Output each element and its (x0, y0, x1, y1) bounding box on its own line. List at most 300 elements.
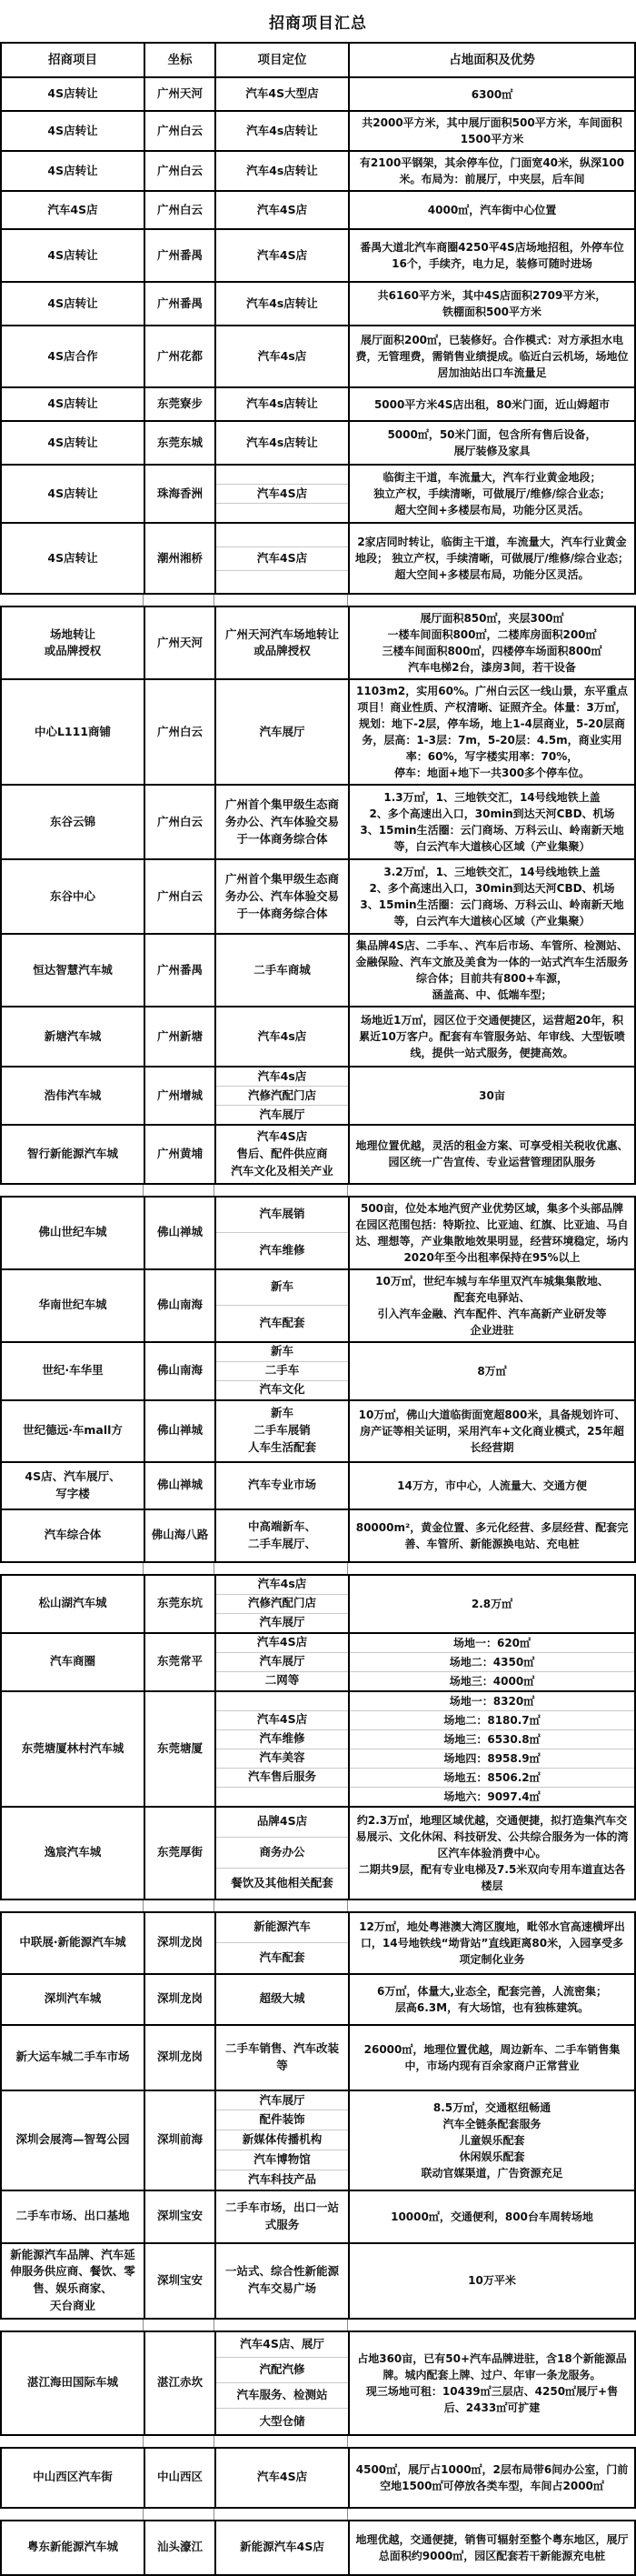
location-cell-text: 广州白云 (156, 123, 203, 137)
positioning-cell-text: 汽车4S店 (256, 1129, 308, 1144)
project-cell-text: 4S店转让 (47, 247, 98, 262)
location-cell (144, 1067, 214, 1124)
table-gap-gridline (348, 2436, 636, 2447)
location-cell-text: 广州番禺 (156, 247, 203, 262)
project-cell (2, 1401, 144, 1461)
location-cell (144, 112, 214, 150)
column-header (144, 44, 214, 76)
area-cell-text: 场地三：6530.8㎡ (350, 1729, 634, 1749)
area-cell-text: 二期共9层，配有专业电梯及7.5米双向专用车道直达各楼层 (358, 1862, 626, 1892)
positioning-cell (214, 2091, 348, 2190)
positioning-cell (214, 1913, 348, 1973)
location-cell (144, 860, 214, 933)
project-cell-text: 写字楼 (55, 1486, 90, 1500)
project-cell (2, 1463, 144, 1509)
location-cell (144, 192, 214, 228)
positioning-cell (214, 1463, 348, 1509)
positioning-cell-text (216, 1787, 348, 1806)
positioning-cell (214, 2026, 348, 2090)
table-gap (0, 2320, 636, 2330)
column-header (348, 44, 634, 76)
area-cell-text: 4500㎡，展厅占1000㎡，2层布局带6间办公室，门前空地1500㎡可停放各类车型，车间占2000㎡ (355, 2462, 629, 2492)
area-cell (348, 1975, 634, 2024)
positioning-cell (214, 2244, 348, 2318)
positioning-cell-text: 汽车4s店 (257, 1577, 307, 1591)
project-cell (2, 1808, 144, 1899)
table-gap-gridline (0, 2320, 144, 2330)
location-cell-text: 东莞东坑 (156, 1596, 203, 1610)
table-row (2, 1973, 634, 2024)
project-cell-text: 场地转让 (49, 626, 95, 641)
positioning-cell (214, 1007, 348, 1066)
table-header-row (2, 44, 634, 76)
area-cell-text: 停车：地面+地下一共300多个停车位。 (393, 767, 591, 780)
table-row (2, 1268, 634, 1341)
positioning-cell-text (216, 524, 348, 546)
area-cell (348, 2091, 634, 2190)
positioning-cell (214, 78, 348, 110)
positioning-cell (214, 152, 348, 190)
area-cell-text: 地理优越，交通便捷，销售可辐射至整个粤东地区，展厅总面积约9000㎡，园区配套若干新能源充电桩 (355, 2532, 629, 2562)
area-cell (348, 935, 634, 1006)
positioning-cell-text: 汽车维修 (216, 1232, 348, 1268)
column-header (2, 44, 144, 76)
location-cell-text: 汕头濠江 (156, 2540, 203, 2554)
area-cell (348, 2244, 634, 2318)
location-cell (144, 1510, 214, 1561)
location-cell-text: 广州天河 (156, 86, 203, 101)
location-cell-text: 广州花都 (156, 348, 203, 363)
location-cell (144, 283, 214, 325)
area-cell (348, 2449, 634, 2507)
area-cell (348, 283, 634, 325)
positioning-cell-text: 汽车4s店转让 (246, 435, 318, 449)
table-row (2, 1006, 634, 1066)
area-cell-text: 场地五：8506.2㎡ (350, 1768, 634, 1787)
location-cell-text: 佛山海八路 (151, 1528, 209, 1542)
location-cell-text: 东莞寮步 (156, 396, 203, 411)
project-cell-text: 深圳汽车城 (44, 1991, 102, 2006)
positioning-cell (214, 1343, 348, 1399)
positioning-cell (214, 935, 348, 1006)
location-cell (144, 1270, 214, 1341)
positioning-cell-text: 汽车4s店 (257, 1028, 307, 1043)
area-cell (348, 152, 634, 190)
table-row (2, 386, 634, 420)
table-row (2, 858, 634, 933)
location-cell-text: 潮州湘桥 (156, 550, 203, 565)
area-cell (348, 1343, 634, 1399)
project-cell-text: 4S店、汽车展厅、 (25, 1468, 121, 1483)
area-cell (348, 422, 634, 464)
location-cell (144, 524, 214, 593)
positioning-cell-text: 配件装饰 (216, 2110, 348, 2130)
area-cell-text: 6300㎡ (471, 87, 513, 101)
area-cell-text: 场地六：9097.4㎡ (350, 1787, 634, 1806)
area-cell-text: 儿童娱乐配套 (459, 2133, 525, 2147)
project-cell (2, 1067, 144, 1124)
table-row (2, 1399, 634, 1461)
location-cell (144, 1975, 214, 2024)
area-cell-text: 联动官媒渠道，广告资源充足 (421, 2166, 563, 2180)
area-cell-text: 12万㎡，地处粤港澳大湾区腹地，毗邻水官高速横坪出口，14号地铁线“坳背站”直线距离80米，入园享受多项定制化业务 (359, 1919, 625, 1966)
table-row (2, 1124, 634, 1182)
location-cell-text: 佛山禅城 (156, 1225, 203, 1239)
location-cell (144, 230, 214, 281)
column-header (214, 44, 348, 76)
table-gap-gridline (348, 2320, 636, 2330)
table-row (2, 2332, 634, 2434)
location-cell-text: 深圳前海 (156, 2132, 203, 2147)
project-cell-text: 深圳会展湾—智驾公园 (15, 2132, 130, 2147)
location-cell (144, 388, 214, 420)
project-cell (2, 2026, 144, 2090)
location-cell (144, 2332, 214, 2434)
positioning-cell-text: 人车生活配套 (247, 1439, 316, 1454)
area-cell-text: 2、多个高速出入口，30min到达天河CBD、机场 (369, 807, 615, 821)
table-row (2, 1806, 634, 1899)
area-cell (348, 1463, 634, 1509)
location-cell-text: 深圳龙岗 (156, 1935, 203, 1950)
project-cell (2, 860, 144, 933)
table-gap (0, 2436, 636, 2447)
table-gap-gridline (348, 1900, 636, 1911)
area-cell-text: 三楼车间面积800㎡，四楼停车场面积800㎡ (382, 645, 602, 658)
positioning-cell (214, 1401, 348, 1461)
area-cell-text: 场地二：8180.7㎡ (350, 1710, 634, 1729)
table-row (2, 1341, 634, 1399)
positioning-cell-text: 超级大城 (259, 1991, 305, 2006)
location-cell-text: 广州黄埔 (156, 1147, 203, 1160)
project-cell-text: 4S店转让 (47, 486, 98, 500)
positioning-cell-text: 餐饮及其他相关配套 (216, 1868, 348, 1899)
table-gap-gridline (348, 1563, 636, 1574)
area-cell (348, 680, 634, 784)
table-gap-gridline (214, 2509, 348, 2520)
positioning-cell (214, 1067, 348, 1124)
area-cell (348, 388, 634, 420)
project-cell (2, 1913, 144, 1973)
positioning-cell-text: 汽车配套 (216, 1942, 348, 1973)
project-cell-text: 粤东新能源汽车城 (26, 2540, 118, 2554)
positioning-cell-text: 汽车美容 (216, 1749, 348, 1768)
column-header-label: 占地面积及优势 (449, 53, 535, 67)
area-cell-text: 铁棚面积500平方米 (442, 306, 542, 319)
project-cell-text: 4S店转让 (47, 86, 98, 101)
project-cell-text: 逸宸汽车城 (44, 1845, 102, 1859)
location-cell-text: 东莞常平 (156, 1654, 203, 1669)
project-cell-text: 汽车4S店 (47, 202, 98, 216)
area-cell (348, 2026, 634, 2090)
area-cell-text: 30亩 (479, 1089, 505, 1103)
table-row (2, 325, 634, 386)
table-row (2, 933, 634, 1006)
table-gap-gridline (144, 1563, 214, 1574)
location-cell-text: 佛山禅城 (156, 1478, 203, 1492)
area-cell (348, 112, 634, 150)
area-cell (348, 2521, 634, 2574)
project-cell-text: 4S店转让 (47, 296, 98, 310)
table-gap-gridline (0, 2509, 144, 2520)
positioning-cell (214, 680, 348, 784)
project-cell-text: 佛山世纪车城 (38, 1225, 107, 1239)
project-cell-text: 中心L111商铺 (34, 724, 112, 738)
positioning-cell (214, 1126, 348, 1182)
location-cell-text: 东莞东城 (156, 435, 203, 449)
positioning-cell (214, 1975, 348, 2024)
positioning-cell (214, 230, 348, 281)
location-cell (144, 422, 214, 464)
project-cell-text: 天台商业 (49, 2298, 95, 2312)
location-cell (144, 2191, 214, 2242)
area-cell (348, 1808, 634, 1899)
table-row (2, 522, 634, 593)
table-row (2, 1576, 634, 1632)
project-cell-text: 4S店转让 (47, 163, 98, 177)
project-cell (2, 2091, 144, 2190)
positioning-cell-text: 二手车销售、汽车改装等 (224, 2040, 339, 2072)
area-cell-text: 10万㎡，世纪车城与车华里双汽车城集集散地、 (375, 1274, 609, 1288)
page-title: 招商项目汇总 (269, 14, 367, 33)
table-gap-gridline (0, 1900, 144, 1911)
table-row (2, 190, 634, 228)
project-cell (2, 1576, 144, 1632)
positioning-cell (214, 1576, 348, 1632)
project-cell-text: 新塘汽车城 (44, 1028, 102, 1043)
positioning-cell-text: 新车 (270, 1279, 293, 1294)
positioning-cell-text: 广州天河汽车场地转让 (224, 626, 339, 641)
project-cell-text: 新能源汽车品牌、汽车延伸服务供应商、餐饮、零售、娱乐商家、 (10, 2247, 135, 2295)
positioning-cell-text: 汽修汽配门店 (216, 1086, 348, 1105)
positioning-cell-text: 广州首个集甲级生态商务办公、汽车体验交易于一体商务综合体 (224, 797, 339, 846)
area-cell (348, 192, 634, 228)
column-header-label: 招商项目 (48, 53, 97, 67)
table-block (0, 1574, 636, 1900)
project-cell-text: 二手车市场、出口基地 (15, 2209, 130, 2223)
positioning-cell-text: 汽车4S店 (216, 484, 348, 503)
project-cell (2, 1634, 144, 1690)
table-row (2, 420, 634, 464)
project-cell (2, 1343, 144, 1399)
location-cell (144, 1634, 214, 1690)
location-cell-text: 东莞塘厦 (156, 1740, 203, 1755)
positioning-cell-text (216, 466, 348, 484)
location-cell (144, 1343, 214, 1399)
positioning-cell-text: 汽车展厅 (216, 1105, 348, 1124)
area-cell (348, 1007, 634, 1066)
location-cell-text: 广州番禺 (156, 296, 203, 310)
area-cell-text: 10万㎡，佛山大道临街面宽超800米，具备规划许可、房产证等相关证明，采用汽车+文化商业模式，25年超长经营期 (358, 1408, 626, 1454)
area-cell-text: 独立产权，手续清晰，可做展厅/维修/综合业态； (373, 487, 611, 501)
area-cell-text: 展厅装修及家具 (453, 445, 531, 458)
table-row (2, 2242, 634, 2318)
area-cell-text: 场地三：4000㎡ (350, 1671, 634, 1690)
project-cell (2, 524, 144, 593)
area-cell-text: 休闲娱乐配套 (459, 2150, 525, 2163)
positioning-cell-text: 汽车4s店 (257, 348, 307, 363)
table-row (2, 2521, 634, 2574)
location-cell-text: 广州天河 (156, 635, 203, 649)
location-cell-text: 广州白云 (156, 888, 203, 903)
positioning-cell-text: 一站式、综合性新能源汽车交易广场 (224, 2264, 339, 2295)
positioning-cell (214, 1808, 348, 1899)
table-gap-gridline (214, 595, 348, 606)
project-cell (2, 1975, 144, 2024)
area-cell (348, 78, 634, 110)
table-row (2, 464, 634, 522)
location-cell (144, 1007, 214, 1066)
location-cell (144, 1463, 214, 1509)
positioning-cell (214, 1270, 348, 1341)
positioning-cell (214, 192, 348, 228)
area-cell-text: 有2100平钢架，其余停车位，门面宽40米，纵深100米。布局为：前展厅，中夹层，后车间 (359, 156, 625, 186)
area-cell-text: 共6160平方米，其中4S店面积2709平方米， (377, 289, 607, 303)
positioning-cell-text: 二手车展销 (253, 1423, 311, 1438)
location-cell (144, 1198, 214, 1268)
location-cell-text: 佛山南海 (156, 1298, 203, 1312)
table-gap-gridline (144, 2436, 214, 2447)
positioning-cell-text: 汽车4s店转让 (246, 123, 318, 137)
positioning-cell (214, 1634, 348, 1690)
area-cell-text: 2家店同时转让，临街主干道，车流量大，汽车行业黄金地段； 独立产权，手续清晰，可做展厅/维修/综合业态；超大空间+多楼层布局，功能分区灵活。 (355, 536, 629, 582)
positioning-cell-text: 汽车科技产品 (216, 2170, 348, 2190)
area-cell-text: 场地二：4350㎡ (350, 1652, 634, 1671)
table-gap (0, 1563, 636, 1574)
positioning-cell-text: 汽车4S店 (216, 546, 348, 570)
positioning-cell-text: 汽配汽修 (216, 2357, 348, 2382)
positioning-cell-text: 汽车展销 (259, 1207, 305, 1221)
positioning-cell-text: 品牌4S店 (256, 1814, 308, 1829)
area-cell (348, 2332, 634, 2434)
location-cell-text: 广州白云 (156, 163, 203, 177)
location-cell-text: 广州白云 (156, 202, 203, 216)
positioning-cell-text: 汽车文化 (216, 1380, 348, 1399)
area-cell-text: 5000平方米4S店出租，80米门面，近山姆超市 (373, 397, 611, 411)
positioning-cell (214, 1198, 348, 1268)
table-gap-gridline (144, 2509, 214, 2520)
project-cell (2, 2244, 144, 2318)
table-gap-gridline (0, 595, 144, 606)
area-cell-text: 2、多个高速出入口，30min到达天河CBD、机场 (369, 882, 615, 896)
positioning-cell-text: 二手车 (216, 1361, 348, 1380)
project-cell (2, 422, 144, 464)
area-cell (348, 1126, 634, 1182)
positioning-cell (214, 860, 348, 933)
project-cell-text: 4S店转让 (47, 550, 98, 565)
area-cell (348, 1270, 634, 1341)
positioning-cell-text: 新能源汽车4S店 (240, 2540, 324, 2554)
area-cell-text: 汽车电梯2台，漆房3间，若干设备 (408, 661, 576, 675)
area-cell (348, 860, 634, 933)
table-gap-gridline (0, 2436, 144, 2447)
area-cell-text: 80000m²，黄金位置、多元化经营、多层经营、配套完善、车管所、新能源换电站、充电桩 (355, 1520, 629, 1550)
project-cell-text: 新大运车城二手车市场 (15, 2050, 130, 2064)
area-cell-text: 8万㎡ (477, 1364, 507, 1378)
project-cell (2, 1510, 144, 1561)
location-cell-text: 佛山南海 (156, 1363, 203, 1378)
area-cell (348, 1401, 634, 1461)
positioning-cell-text: 汽车博物馆 (216, 2150, 348, 2170)
location-cell-text: 珠海香洲 (156, 486, 203, 500)
positioning-cell-text: 汽车文化及相关产业 (231, 1163, 333, 1178)
positioning-cell-text: 汽车售后服务 (216, 1768, 348, 1787)
area-cell (348, 1576, 634, 1632)
table-gap-gridline (348, 595, 636, 606)
location-cell (144, 1808, 214, 1899)
positioning-cell (214, 1510, 348, 1561)
project-cell-text: 中联展·新能源汽车城 (19, 1935, 126, 1950)
location-cell (144, 1126, 214, 1182)
table-row (2, 110, 634, 150)
table-block (0, 2520, 636, 2576)
column-header-label: 坐标 (167, 53, 193, 67)
location-cell (144, 1401, 214, 1461)
positioning-cell-text: 汽车4s店转让 (246, 163, 318, 177)
area-cell-text: 场地一：620㎡ (452, 1636, 532, 1649)
project-cell (2, 1270, 144, 1341)
table-row (2, 2090, 634, 2190)
positioning-cell-text: 汽修汽配门店 (216, 1594, 348, 1613)
positioning-cell-text: 新能源汽车 (253, 1919, 311, 1934)
table-row (2, 2024, 634, 2090)
positioning-cell-text: 二手车市场，出口一站式服务 (224, 2200, 339, 2231)
positioning-cell-text: 汽车展厅 (216, 1613, 348, 1632)
area-cell (348, 326, 634, 386)
area-cell-text: 10000㎡，交通便利，800台车周转场地 (391, 2210, 593, 2223)
area-cell-text: 现三场地可租：10439㎡三层店、4250㎡展厅+售后、2433㎡可扩建 (365, 2384, 619, 2414)
table-gap-gridline (144, 2320, 214, 2330)
table-gap-gridline (144, 1185, 214, 1196)
table-row (2, 1198, 634, 1268)
location-cell (144, 326, 214, 386)
project-cell (2, 2449, 144, 2507)
positioning-cell-text: 汽车4s店 (257, 1068, 307, 1083)
area-cell (348, 1510, 634, 1561)
table-gap-gridline (214, 1185, 348, 1196)
area-cell-text: 临街主干道，车流量大，汽车行业黄金地段； (383, 471, 601, 485)
area-cell-text: 展厅面积850㎡，夹层300㎡ (420, 612, 564, 626)
project-cell-text: 东谷中心 (49, 888, 95, 903)
location-cell (144, 2026, 214, 2090)
positioning-cell-text: 二手车商城 (253, 962, 311, 977)
table-gap-gridline (214, 2320, 348, 2330)
table-row (2, 1632, 634, 1690)
project-cell (2, 1126, 144, 1182)
project-cell (2, 388, 144, 420)
positioning-cell-text: 售后、配件供应商 (236, 1147, 328, 1160)
location-cell-text: 深圳宝安 (156, 2272, 203, 2287)
project-cell-text: 世纪·车华里 (42, 1363, 104, 1378)
project-cell-text: 世纪德远·车mall方 (23, 1423, 123, 1438)
project-cell-text: 华南世纪车城 (38, 1298, 107, 1312)
table-row (2, 76, 634, 110)
positioning-cell (214, 422, 348, 464)
positioning-cell (214, 2521, 348, 2574)
area-cell-text: 5000㎡，50米门面，包含所有售后设备， (387, 428, 597, 442)
positioning-cell-text: 新媒体传播机构 (216, 2130, 348, 2150)
location-cell-text: 深圳龙岗 (156, 2050, 203, 2064)
location-cell (144, 680, 214, 784)
positioning-cell-text: 新车 (270, 1344, 293, 1358)
table-row (2, 1461, 634, 1509)
project-cell (2, 680, 144, 784)
project-cell (2, 112, 144, 150)
project-cell (2, 283, 144, 325)
location-cell-text: 中山西区 (156, 2470, 203, 2484)
area-cell-text: 场地近1万㎡，园区位于交通便捷区，运营超20年，积累近10万客户。配套有车管服务站、年审线、大型钣喷线，提供一站式服务，便捷高效。 (359, 1014, 625, 1060)
location-cell-text: 东莞厚街 (156, 1845, 203, 1859)
table-gap-gridline (0, 1563, 144, 1574)
